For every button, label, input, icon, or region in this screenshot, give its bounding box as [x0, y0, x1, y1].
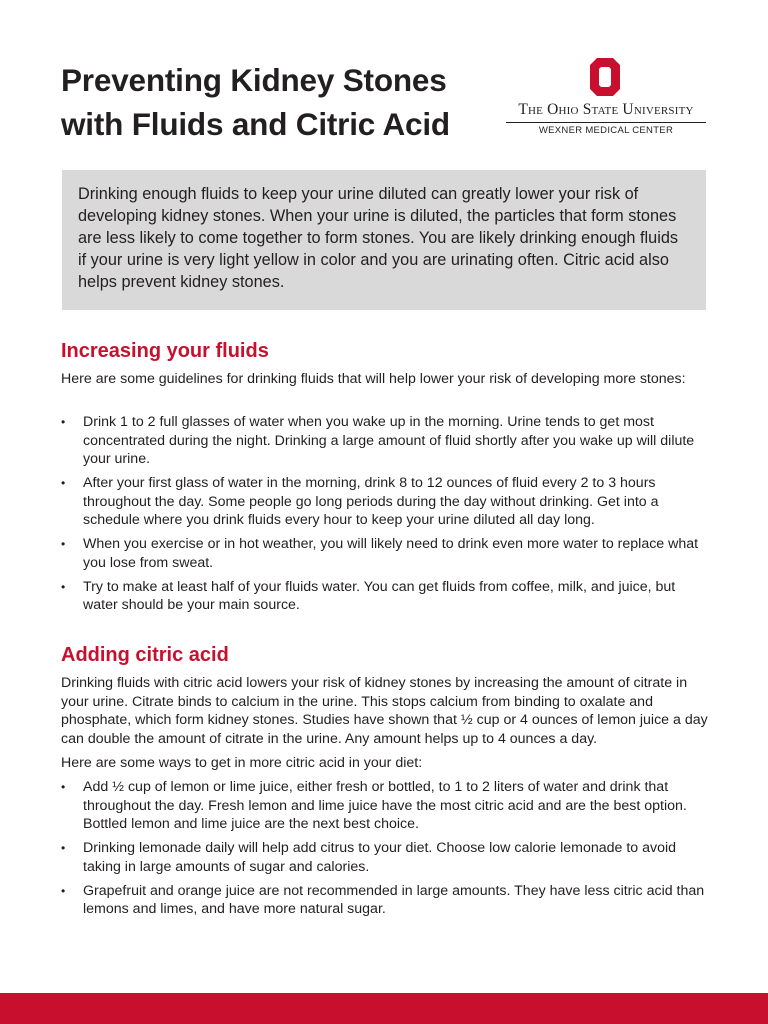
list-item: • When you exercise or in hot weather, you will likely need to drink even more water to replace what you lose from sweat. — [61, 536, 699, 571]
intro-text: Drinking enough fluids to keep your urine diluted can greatly lower your risk of developing kidney stones. When your urine is diluted, the particles that form stones are less likely to come together to form stones. You are likely drinking enough fluids if your urine is very light yellow in color and you are urinating often. Citric acid also helps prevent kidney stones. — [78, 185, 679, 291]
bullet-icon: • — [61, 476, 66, 490]
university-logo — [504, 58, 708, 142]
block-o-icon — [590, 58, 620, 96]
list-item: • Try to make at least half of your fluids water. You can get fluids from coffee, milk, and juice, but water should be your main source. — [61, 578, 676, 613]
list-item: • After your first glass of water in the morning, drink 8 to 12 ounces of fluid every 2 to 3 hours throughout the day. Some people go long periods during the day without drinking. Get into a schedule where you drink fluids every hour to keep your urine diluted all day long. — [61, 475, 659, 528]
section-heading-fluids: Increasing your fluids — [61, 340, 269, 362]
list-item: • Drink 1 to 2 full glasses of water when you wake up in the morning. Urine tends to get most concentrated during the night. Drinking a large amount of fluid shortly after you wake up will dilute your urine. — [61, 414, 695, 467]
bullet-icon: • — [61, 780, 66, 794]
bullet-icon: • — [61, 415, 66, 429]
intro-callout — [62, 170, 706, 310]
bullet-icon: • — [61, 537, 66, 551]
list-item: • Drinking lemonade daily will help add citrus to your diet. Choose low calorie lemonade to avoid taking in large amounts of sugar and calories. — [61, 840, 677, 875]
bullet-icon: • — [61, 841, 66, 855]
bullet-icon: • — [61, 579, 66, 594]
fluids-bullet-list — [61, 413, 711, 620]
section1-lead: Here are some guidelines for drinking fluids that will help lower your risk of developing more stones: — [61, 371, 686, 387]
logo-divider — [506, 122, 706, 123]
bullet-icon: • — [61, 883, 66, 898]
footer-bar — [0, 993, 768, 1024]
logo-university-name: The Ohio State University — [518, 101, 694, 118]
logo-subtitle: WEXNER MEDICAL CENTER — [538, 125, 674, 136]
section-heading-citric-acid: Adding citric acid — [61, 644, 229, 666]
section2-paragraph: Drinking fluids with citric acid lowers your risk of kidney stones by increasing the amount of citrate in your urine. Citrate binds to calcium in the urine. This stops calcium from binding to oxalate and phosphate, which form kidney stones. Studies have shown that ½ cup or 4 ounces of lemon juice a day can double the amount of citrate in the urine. Any amount helps up to 4 ounces a day. — [61, 675, 708, 747]
list-item: • Add ½ cup of lemon or lime juice, either fresh or bottled, to 1 to 2 liters of water and drink that throughout the day. Fresh lemon and lime juice have the most citric acid and are the best option. Bottled lemon and lime juice are the next best choice. — [61, 779, 687, 832]
section2-lead: Here are some ways to get in more citric acid in your diet: — [61, 755, 423, 771]
citric-bullet-list — [61, 778, 711, 924]
page-title: Preventing Kidney Stones with Fluids and Citric Acid — [61, 62, 450, 142]
list-item: • Grapefruit and orange juice are not recommended in large amounts. They have less citric acid than lemons and limes, and have more natural sugar. — [61, 882, 705, 917]
